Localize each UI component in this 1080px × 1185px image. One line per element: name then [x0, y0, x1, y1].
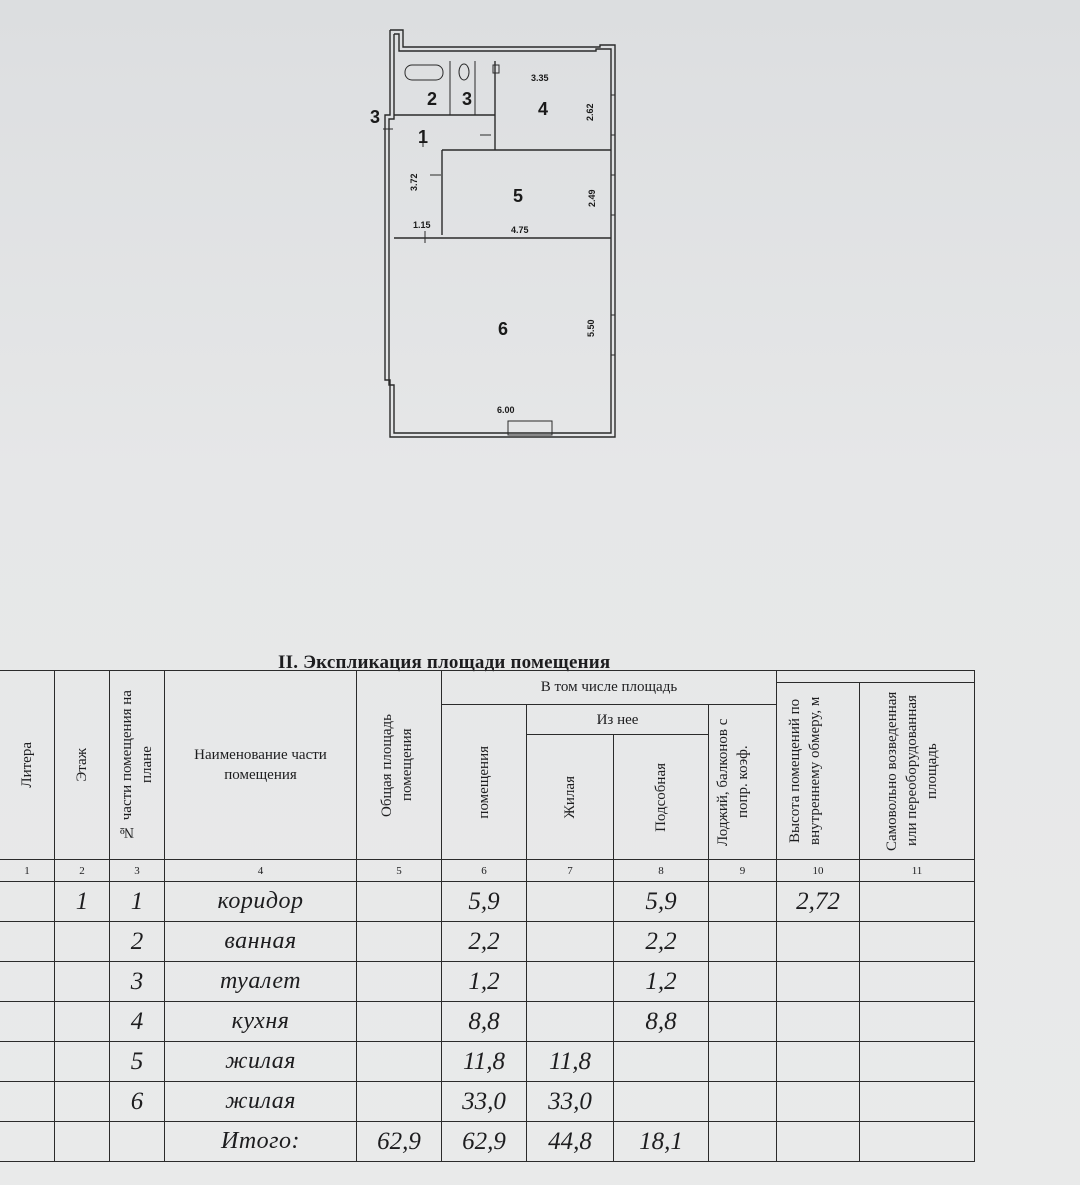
cell-pomeshch: 5,9 [442, 882, 527, 922]
cell-litera [0, 922, 55, 962]
col-number: 10 [777, 860, 860, 882]
col-number: 5 [357, 860, 442, 882]
header-pomeshch-text: помещения [476, 745, 492, 819]
cell-etazh [55, 1122, 110, 1162]
cell-pomeshch: 8,8 [442, 1002, 527, 1042]
cell-nomer: 1 [110, 882, 165, 922]
cell-pomeshch: 2,2 [442, 922, 527, 962]
cell-nomer: 4 [110, 1002, 165, 1042]
cell-samovol [860, 1082, 975, 1122]
header-lodzh-text: Лоджий, балконов с попр. коэф. [714, 718, 751, 846]
cell-lodzh [709, 1042, 777, 1082]
cell-podsob: 18,1 [614, 1122, 709, 1162]
cell-name: жилая [165, 1082, 357, 1122]
cell-zhilaya [527, 882, 614, 922]
cell-etazh [55, 1042, 110, 1082]
cell-name: туалет [165, 962, 357, 1002]
cell-nomer: 6 [110, 1082, 165, 1122]
cell-pomeshch: 62,9 [442, 1122, 527, 1162]
header-vtom [442, 670, 777, 705]
cell-zhilaya: 44,8 [527, 1122, 614, 1162]
header-nomer [110, 670, 165, 860]
cell-obsh [357, 1082, 442, 1122]
header-podsob [614, 735, 709, 860]
cell-podsob: 1,2 [614, 962, 709, 1002]
cell-lodzh [709, 962, 777, 1002]
cell-podsob [614, 1042, 709, 1082]
header-samovol-text: Самовольно возведенная или переоборудованная площадь [884, 691, 940, 851]
header-nomer-text: № части помещения на плане [119, 689, 155, 840]
col-number: 2 [55, 860, 110, 882]
col-number: 7 [527, 860, 614, 882]
plan-dimension: 2.62 [585, 103, 595, 121]
cell-pomeshch: 1,2 [442, 962, 527, 1002]
col-number: 8 [614, 860, 709, 882]
cell-etazh [55, 1002, 110, 1042]
cell-vysota: 2,72 [777, 882, 860, 922]
plan-room-label: 3 [370, 107, 381, 127]
cell-name: Итого: [165, 1122, 357, 1162]
explication-table [0, 670, 975, 1162]
cell-vysota [777, 962, 860, 1002]
header-zhilaya-text: Жилая [562, 775, 578, 819]
cell-obsh: 62,9 [357, 1122, 442, 1162]
col-number: 1 [0, 860, 55, 882]
header-naimen-text: Наименование части помещения [194, 746, 327, 783]
cell-pomeshch: 11,8 [442, 1042, 527, 1082]
cell-podsob: 5,9 [614, 882, 709, 922]
col-number: 3 [110, 860, 165, 882]
cell-lodzh [709, 1122, 777, 1162]
cell-nomer: 2 [110, 922, 165, 962]
cell-samovol [860, 1042, 975, 1082]
cell-litera [0, 882, 55, 922]
cell-zhilaya: 33,0 [527, 1082, 614, 1122]
cell-zhilaya: 11,8 [527, 1042, 614, 1082]
plan-dimension: 4.75 [511, 225, 529, 235]
cell-vysota [777, 1002, 860, 1042]
cell-lodzh [709, 922, 777, 962]
header-litera [0, 670, 55, 860]
col-number: 9 [709, 860, 777, 882]
cell-obsh [357, 1002, 442, 1042]
cell-litera [0, 962, 55, 1002]
cell-etazh: 1 [55, 882, 110, 922]
header-iznee [527, 705, 709, 735]
cell-samovol [860, 1002, 975, 1042]
cell-etazh [55, 922, 110, 962]
header-pomeshch [442, 705, 527, 860]
header-naimen [165, 670, 357, 860]
plan-dimension: 5.50 [586, 319, 596, 337]
header-obsh [357, 670, 442, 860]
col-number: 4 [165, 860, 357, 882]
plan-room-label: 4 [538, 99, 549, 119]
cell-zhilaya [527, 1002, 614, 1042]
header-obsh-text: Общая площадь помещения [379, 713, 415, 817]
document-title: II. Экспликация площади помещения [278, 652, 611, 673]
cell-vysota [777, 922, 860, 962]
cell-vysota [777, 1122, 860, 1162]
cell-name: кухня [165, 1002, 357, 1042]
cell-zhilaya [527, 922, 614, 962]
cell-litera [0, 1042, 55, 1082]
plan-dimension: 6.00 [497, 405, 515, 415]
cell-podsob [614, 1082, 709, 1122]
cell-nomer: 5 [110, 1042, 165, 1082]
plan-room-label: 6 [498, 319, 509, 339]
cell-lodzh [709, 1082, 777, 1122]
plan-dimension: 1.15 [413, 220, 431, 230]
cell-etazh [55, 962, 110, 1002]
cell-samovol [860, 962, 975, 1002]
header-litera-text: Литера [19, 741, 35, 788]
plan-room-label: 1 [418, 127, 429, 147]
cell-lodzh [709, 1002, 777, 1042]
cell-vysota [777, 1082, 860, 1122]
cell-podsob: 8,8 [614, 1002, 709, 1042]
plan-room-label: 2 [427, 89, 438, 109]
cell-name: жилая [165, 1042, 357, 1082]
cell-name: коридор [165, 882, 357, 922]
cell-samovol [860, 922, 975, 962]
header-vtom-text: В том числе площадь [540, 679, 678, 695]
cell-pomeshch: 33,0 [442, 1082, 527, 1122]
cell-litera [0, 1082, 55, 1122]
plan-dimension: 3.35 [531, 73, 549, 83]
plan-dimension: 2.49 [587, 189, 597, 207]
cell-etazh [55, 1082, 110, 1122]
cell-obsh [357, 962, 442, 1002]
cell-vysota [777, 1042, 860, 1082]
header-zhilaya [527, 735, 614, 860]
cell-nomer [110, 1122, 165, 1162]
col-number: 11 [860, 860, 975, 882]
cell-litera [0, 1122, 55, 1162]
cell-samovol [860, 1122, 975, 1162]
cell-podsob: 2,2 [614, 922, 709, 962]
cell-lodzh [709, 882, 777, 922]
cell-obsh [357, 1042, 442, 1082]
header-podsob-text: Подсобная [653, 762, 669, 832]
plan-room-label: 5 [513, 186, 524, 206]
header-iznee-text: Из нее [596, 711, 639, 728]
cell-samovol [860, 882, 975, 922]
cell-nomer: 3 [110, 962, 165, 1002]
col-number: 6 [442, 860, 527, 882]
header-etazh-text: Этаж [74, 747, 90, 782]
header-samovol [860, 682, 975, 860]
cell-litera [0, 1002, 55, 1042]
header-vysota-text: Высота помещений по внутреннему обмеру, м [787, 696, 823, 846]
cell-name: ванная [165, 922, 357, 962]
cell-obsh [357, 922, 442, 962]
header-etazh [55, 670, 110, 860]
plan-room-label: 3 [462, 89, 473, 109]
floor-plan [365, 25, 635, 445]
cell-zhilaya [527, 962, 614, 1002]
header-vysota [777, 682, 860, 860]
header-lodzh [709, 705, 777, 860]
cell-obsh [357, 882, 442, 922]
plan-dimension: 3.72 [409, 173, 419, 191]
